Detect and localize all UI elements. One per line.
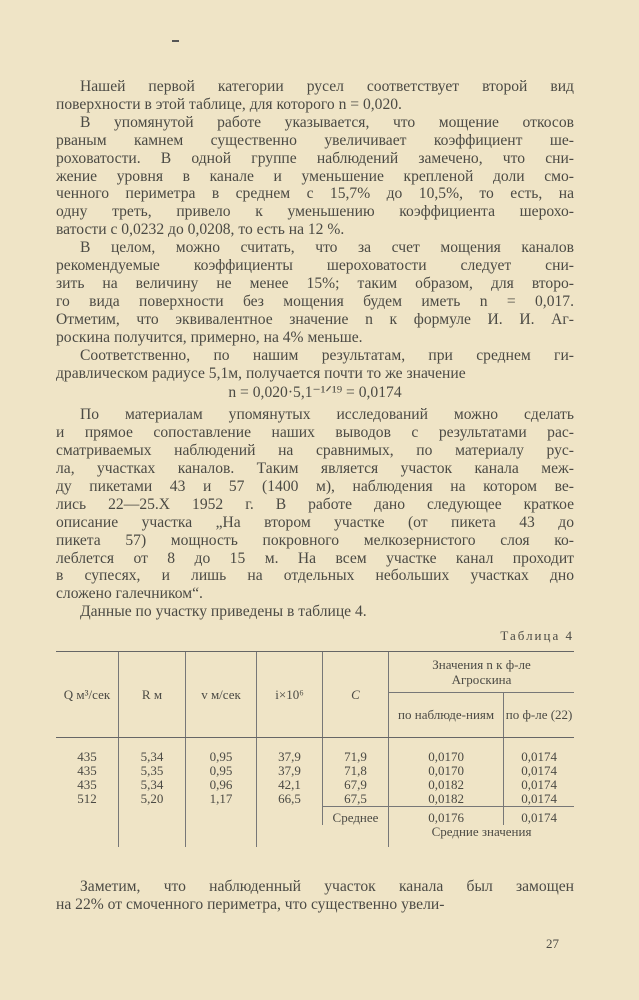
- header-dash: [172, 40, 179, 42]
- formula: n = 0,020·5,1⁻¹ᐟ¹⁹ = 0,0174: [228, 384, 402, 402]
- table-cell: 5,34: [119, 778, 186, 792]
- page-number: 27: [546, 936, 559, 951]
- text-line: поверхности в этой таблице, для которого n = 0,020.: [56, 95, 402, 113]
- text-line: жение уровня в канале и уменьшение крепленой доли смо-: [56, 167, 574, 185]
- table-cell: 37,9: [257, 750, 323, 764]
- table-cell: 0,0170: [389, 764, 504, 778]
- table-row: [56, 764, 574, 778]
- text-line: зить на величину не менее 15%; таким образом, для второ-: [56, 274, 574, 292]
- data-table: [56, 651, 574, 847]
- table-cell: 0,95: [186, 750, 257, 764]
- text-line: сматриваемых наблюдений на сравнимых, по материалу рус-: [56, 442, 574, 460]
- text-line: роскина получится, примерно, на 4% меньше.: [56, 328, 363, 346]
- text-line: ченного периметра в среднем с 15,7% до 10,5%, то есть, на: [56, 185, 574, 203]
- col-obs: по наблюде-ниям: [389, 693, 504, 738]
- col-i: i×10⁶: [257, 652, 323, 738]
- table-row: [56, 778, 574, 792]
- table-row: [56, 750, 574, 764]
- closing-paragraph: [56, 878, 574, 914]
- text-line: сложено галечником“.: [56, 585, 203, 603]
- table-row: [56, 792, 574, 807]
- table-cell: 67,9: [323, 778, 389, 792]
- text-line: Отметим, что эквивалентное значение n к формуле И. И. Аг-: [56, 310, 574, 328]
- table-cell: 67,5: [323, 792, 389, 807]
- table-cell: 66,5: [257, 792, 323, 807]
- text-line: По материалам упомянутых исследований можно сделать: [80, 406, 574, 424]
- table-cell: 0,0174: [504, 764, 574, 778]
- col-q: Q м³/сек: [56, 652, 119, 738]
- table-cell: 5,35: [119, 764, 186, 778]
- text-line: одну треть, привело к уменьшению коэффициента шерохо-: [56, 203, 574, 221]
- table-cell: 71,8: [323, 764, 389, 778]
- text-line: В целом, можно считать, что за счет мощения каналов: [80, 239, 574, 257]
- text-line: Соответственно, по нашим результатам, при среднем ги-: [80, 346, 574, 364]
- table-caption: Таблица 4: [500, 628, 574, 644]
- text-line: пикета 57) мощность покровного мелкозернистого слоя ко-: [56, 531, 574, 549]
- table-cell: 0,0182: [389, 778, 504, 792]
- table-cell: 435: [77, 777, 97, 793]
- text-line: леблется от 8 до 15 м. На всем участке канал проходит: [56, 549, 574, 567]
- text-line: описание участка „На втором участке (от пикета 43 до: [56, 513, 574, 531]
- table-cell: 0,0174: [504, 778, 574, 792]
- table-cell: 1,17: [186, 792, 257, 807]
- col-group: Значения n к ф-ле Агроскина: [389, 652, 575, 693]
- text-line: ла, участках каналов. Таким является участок канала меж-: [56, 460, 574, 478]
- col-formula: по ф-ле (22): [504, 693, 574, 738]
- text-line: на 22% от смоченного периметра, что существенно увели-: [56, 896, 445, 913]
- average-row: [56, 807, 574, 826]
- average-obs: 0,0176: [389, 807, 504, 826]
- text-line: рваным камнем существенно увеличивает коэффициент ше-: [56, 131, 574, 149]
- average-note: Средние значения: [389, 825, 575, 847]
- text-line: лись 22—25.X 1952 г. В работе дано следующее краткое: [56, 495, 574, 513]
- table-cell: 0,95: [186, 764, 257, 778]
- table-cell: 512: [77, 791, 97, 807]
- text-line: в супесях, и лишь на отдельных небольших участках дно: [56, 567, 574, 585]
- table-cell: 435: [77, 749, 97, 765]
- average-note-row: [56, 825, 574, 847]
- table-cell: 0,0174: [504, 792, 574, 807]
- col-v: v м/сек: [186, 652, 257, 738]
- text-line: В упомянутой работе указывается, что мощение откосов: [80, 113, 574, 131]
- col-c: C: [323, 652, 389, 738]
- text-line: дравлическом радиусе 5,1м, получается почти то же значение: [56, 364, 466, 382]
- table-cell: 37,9: [257, 764, 323, 778]
- text-line: Заметим, что наблюденный участок канала был замощен: [80, 878, 574, 895]
- table-cell: 42,1: [257, 778, 323, 792]
- paragraph-2: [56, 406, 574, 621]
- text-line: рекомендуемые коэффициенты шероховатости следует сни-: [56, 257, 574, 275]
- text-line: Данные по участку приведены в таблице 4.: [80, 603, 367, 621]
- table-cell: 0,0174: [504, 750, 574, 764]
- text-line: ватости с 0,0232 до 0,0208, то есть на 12 %.: [56, 221, 345, 239]
- text-line: роховатости. В одной группе наблюдений замечено, что сни-: [56, 149, 574, 167]
- text-line: Нашей первой категории русел соответствует второй вид: [80, 78, 574, 95]
- average-formula: 0,0174: [504, 807, 574, 826]
- paragraph-1: [56, 78, 574, 382]
- table-cell: 435: [77, 763, 97, 779]
- average-label: Среднее: [323, 807, 389, 826]
- col-r: R м: [119, 652, 186, 738]
- body-text: [56, 78, 574, 847]
- table-cell: 0,0182: [389, 792, 504, 807]
- table-cell: 5,20: [119, 792, 186, 807]
- text-line: и прямое сопоставление наших выводов с результатами рас-: [56, 424, 574, 442]
- table-cell: 5,34: [119, 750, 186, 764]
- text-line: ду пикетами 43 и 57 (1400 м), наблюдения на котором ве-: [56, 477, 574, 495]
- table-cell: 0,96: [186, 778, 257, 792]
- text-line: го вида поверхности без мощения будем иметь n = 0,017.: [56, 292, 574, 310]
- table-cell: 71,9: [323, 750, 389, 764]
- table-cell: 0,0170: [389, 750, 504, 764]
